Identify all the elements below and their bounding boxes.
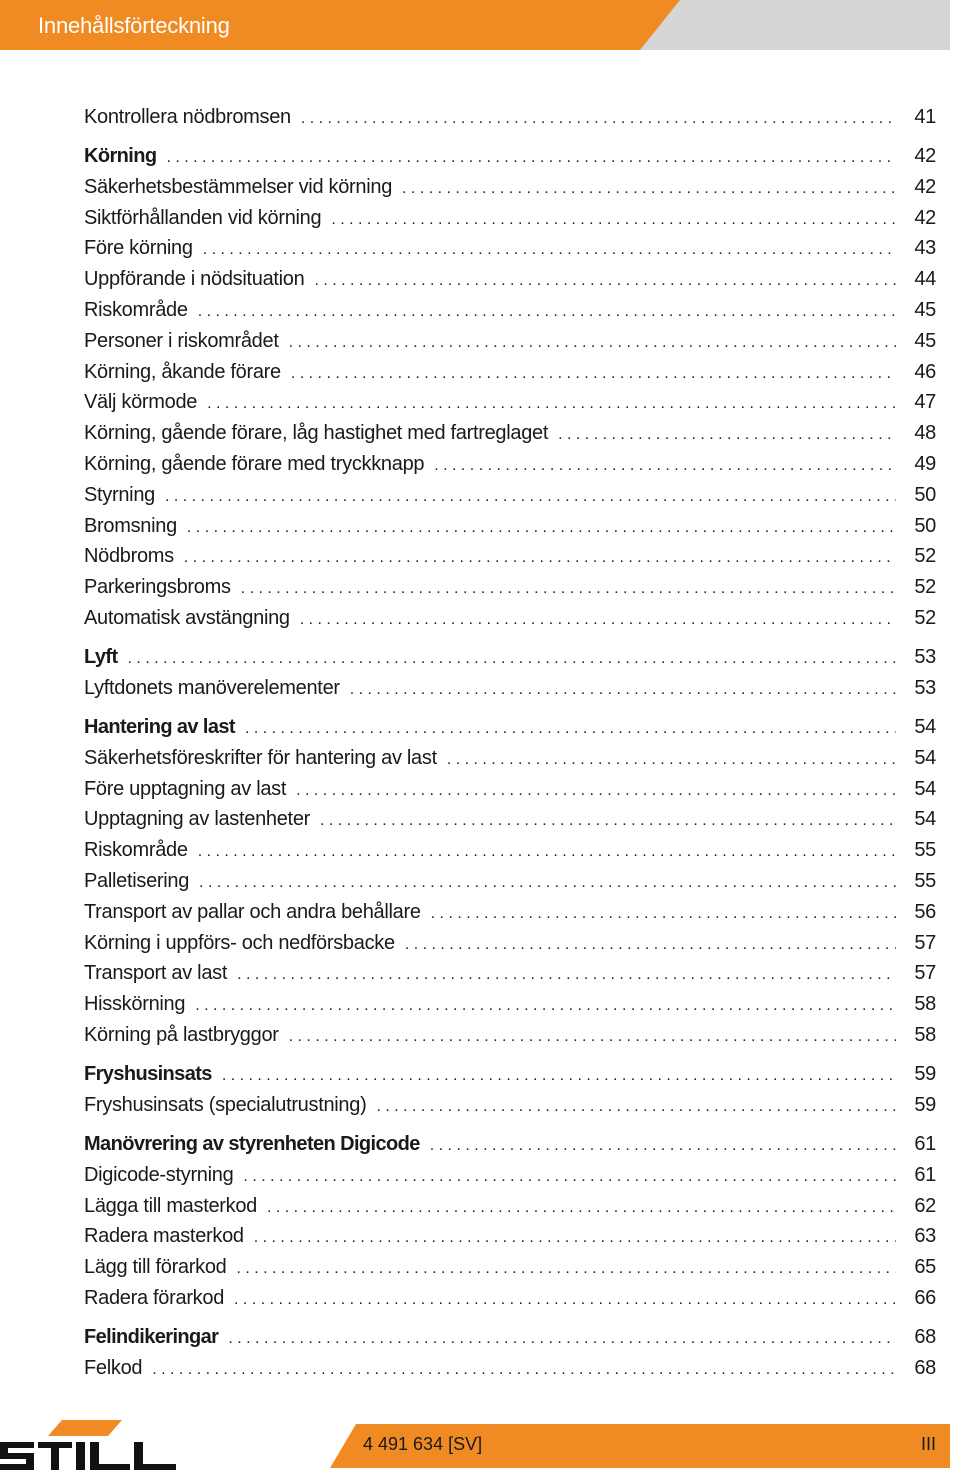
toc-entry-page: 63 <box>914 1225 936 1248</box>
toc-entry-title: Säkerhetsbestämmelser vid körning <box>84 175 393 198</box>
toc-entry-title: Automatisk avstängning <box>84 607 290 630</box>
dot-leader <box>203 235 896 266</box>
toc-entry[interactable] <box>84 897 936 928</box>
dot-leader <box>267 1193 896 1224</box>
dot-leader <box>300 605 896 636</box>
toc-entry-page: 52 <box>914 607 936 630</box>
dot-leader <box>320 806 896 837</box>
toc-entry-title: Säkerhetsföreskrifter för hantering av last <box>84 746 437 769</box>
toc-entry-page: 54 <box>914 716 936 739</box>
toc-entry[interactable] <box>84 1020 936 1051</box>
document-number: 4 491 634 [SV] <box>363 1434 483 1454</box>
toc-entry[interactable] <box>84 1353 936 1384</box>
toc-entry-title: Hantering av last <box>84 716 235 739</box>
toc-entry[interactable] <box>84 203 936 234</box>
toc-entry-page: 55 <box>914 839 936 862</box>
toc-entry-page: 42 <box>914 145 936 168</box>
toc-entry[interactable] <box>84 804 936 835</box>
toc-entry[interactable] <box>84 511 936 542</box>
logo-orange-stripe <box>48 1420 122 1436</box>
toc-entry-page: 54 <box>914 746 936 769</box>
toc-entry[interactable] <box>84 1160 936 1191</box>
toc-entry-title: Fryshusinsats <box>84 1063 212 1086</box>
dot-leader <box>254 1223 896 1254</box>
dot-leader <box>350 675 896 706</box>
toc-entry[interactable] <box>84 480 936 511</box>
toc-entry[interactable] <box>84 1221 936 1252</box>
dot-leader <box>195 991 896 1022</box>
toc-entry-page: 53 <box>914 646 936 669</box>
toc-entry-page: 62 <box>914 1194 936 1217</box>
dot-leader <box>234 1285 896 1316</box>
page-title: Innehållsförteckning <box>38 13 230 38</box>
toc-entry[interactable] <box>84 835 936 866</box>
toc-entry[interactable] <box>84 743 936 774</box>
toc-entry-page: 55 <box>914 870 936 893</box>
toc-entry-page: 41 <box>914 106 936 128</box>
dot-leader <box>291 359 896 390</box>
toc-entry-title: Lägg till förarkod <box>84 1256 227 1279</box>
toc-entry[interactable] <box>84 572 936 603</box>
dot-leader <box>152 1355 896 1386</box>
toc-entry[interactable] <box>84 387 936 418</box>
toc-entry-title: Körning <box>84 145 157 168</box>
toc-entry[interactable] <box>84 866 936 897</box>
dot-leader <box>184 543 896 574</box>
dot-leader <box>199 868 896 899</box>
toc-entry-page: 48 <box>914 422 936 445</box>
toc-entry[interactable] <box>84 928 936 959</box>
dot-leader <box>301 104 896 135</box>
toc-entry[interactable] <box>84 603 936 634</box>
dot-leader <box>228 1324 896 1355</box>
toc-entry-page: 65 <box>914 1256 936 1279</box>
toc-entry[interactable] <box>84 673 936 704</box>
toc-entry-title: Nödbroms <box>84 545 174 568</box>
toc-entry-page: 44 <box>914 268 936 291</box>
toc-entry[interactable] <box>84 1283 936 1314</box>
toc-entry-page: 68 <box>914 1356 936 1379</box>
toc-entry-page: 66 <box>914 1286 936 1309</box>
toc-entry-title: Körning på lastbryggor <box>84 1024 279 1046</box>
toc-section-entry[interactable] <box>84 712 936 743</box>
still-logo <box>0 1418 180 1474</box>
toc-entry-page: 50 <box>914 483 936 506</box>
toc-entry[interactable] <box>84 357 936 388</box>
toc-entry-title: Manövrering av styrenheten Digicode <box>84 1132 420 1155</box>
dot-leader <box>402 174 896 205</box>
dot-leader <box>198 837 896 868</box>
toc-entry-title: Felkod <box>84 1356 143 1379</box>
toc-entry-page: 52 <box>914 545 936 568</box>
toc-entry[interactable] <box>84 541 936 572</box>
toc-section-entry[interactable] <box>84 141 936 172</box>
toc-entry-page: 58 <box>914 1024 936 1046</box>
dot-leader <box>245 714 896 745</box>
toc-entry-title: Personer i riskområdet <box>84 329 279 352</box>
toc-entry[interactable] <box>84 989 936 1020</box>
dot-leader <box>198 297 896 328</box>
dot-leader <box>165 482 896 513</box>
toc-entry-page: 42 <box>914 206 936 229</box>
toc-entry-title: Körning i uppförs- och nedförsbacke <box>84 931 395 954</box>
dot-leader <box>222 1061 896 1092</box>
toc-entry-title: Siktförhållanden vid körning <box>84 206 322 229</box>
dot-leader <box>241 574 896 605</box>
toc-entry[interactable] <box>84 172 936 203</box>
dot-leader <box>166 143 896 174</box>
toc-entry-title: Hisskörning <box>84 993 186 1016</box>
dot-leader <box>434 451 896 482</box>
toc-entry[interactable] <box>84 326 936 357</box>
toc-entry[interactable] <box>84 102 936 133</box>
toc-entry[interactable] <box>84 1252 936 1283</box>
toc-entry-page: 68 <box>914 1326 936 1349</box>
toc-entry-title: Parkeringsbroms <box>84 576 231 599</box>
toc-entry-page: 54 <box>914 777 936 800</box>
dot-leader <box>296 776 896 807</box>
toc-entry-page: 45 <box>914 299 936 322</box>
toc-entry-title: Fryshusinsats (specialutrustning) <box>84 1093 367 1116</box>
dot-leader <box>236 1254 896 1285</box>
toc-entry-title: Kontrollera nödbromsen <box>84 106 291 128</box>
toc-entry[interactable] <box>84 1191 936 1222</box>
toc-entry-title: Körning, åkande förare <box>84 360 281 383</box>
toc-entry-title: Uppförande i nödsituation <box>84 268 305 291</box>
dot-leader <box>207 389 896 420</box>
toc-entry-title: Bromsning <box>84 514 177 537</box>
dot-leader <box>237 960 896 991</box>
toc-entry-title: Riskområde <box>84 299 188 322</box>
toc-entry-title: Före upptagning av last <box>84 777 287 800</box>
dot-leader <box>430 1131 896 1162</box>
toc-entry[interactable] <box>84 264 936 295</box>
toc-entry-title: Upptagning av lastenheter <box>84 808 310 831</box>
toc-entry-page: 57 <box>914 931 936 954</box>
toc-section-entry[interactable] <box>84 1129 936 1160</box>
toc-entry-page: 45 <box>914 329 936 352</box>
toc-entry-title: Lyftdonets manöverelementer <box>84 676 340 699</box>
toc-entry-title: Transport av pallar och andra behållare <box>84 900 421 923</box>
header-grey-band <box>640 0 950 50</box>
toc-entry[interactable] <box>84 1090 936 1121</box>
toc-entry-page: 59 <box>914 1063 936 1086</box>
dot-leader <box>376 1092 896 1123</box>
dot-leader <box>289 328 896 359</box>
toc-entry-page: 57 <box>914 962 936 985</box>
toc-entry-title: Före körning <box>84 237 193 260</box>
toc-entry-page: 56 <box>914 900 936 923</box>
dot-leader <box>558 420 896 451</box>
toc-entry-page: 61 <box>914 1163 936 1186</box>
toc-entry-title: Körning, gående förare med tryckknapp <box>84 453 425 476</box>
page-number: III <box>920 1434 936 1454</box>
table-of-contents <box>84 102 936 1384</box>
toc-entry-title: Styrning <box>84 483 155 506</box>
toc-entry[interactable] <box>84 233 936 264</box>
dot-leader <box>314 266 896 297</box>
toc-entry-page: 53 <box>914 676 936 699</box>
toc-section-entry[interactable] <box>84 1322 936 1353</box>
toc-entry-title: Körning, gående förare, låg hastighet med fartreglaget <box>84 422 549 445</box>
toc-entry-title: Lyft <box>84 646 118 669</box>
toc-entry-page: 49 <box>914 453 936 476</box>
page-header <box>0 0 950 50</box>
dot-leader <box>331 205 896 236</box>
toc-entry-page: 52 <box>914 576 936 599</box>
toc-entry[interactable] <box>84 774 936 805</box>
toc-entry-page: 47 <box>914 391 936 414</box>
toc-entry-title: Lägga till masterkod <box>84 1194 257 1217</box>
toc-entry-title: Felindikeringar <box>84 1326 219 1349</box>
dot-leader <box>243 1162 896 1193</box>
toc-entry-title: Radera masterkod <box>84 1225 244 1248</box>
toc-entry[interactable] <box>84 418 936 449</box>
toc-entry-page: 59 <box>914 1093 936 1116</box>
toc-entry-title: Transport av last <box>84 962 228 985</box>
toc-entry-page: 43 <box>914 237 936 260</box>
dot-leader <box>431 899 896 930</box>
dot-leader <box>289 1022 896 1053</box>
toc-entry-page: 50 <box>914 514 936 537</box>
dot-leader <box>187 513 896 544</box>
toc-section-entry[interactable] <box>84 642 936 673</box>
toc-entry[interactable] <box>84 295 936 326</box>
toc-entry-page: 46 <box>914 360 936 383</box>
toc-entry[interactable] <box>84 958 936 989</box>
toc-entry-title: Riskområde <box>84 839 188 862</box>
dot-leader <box>447 745 896 776</box>
toc-entry-page: 42 <box>914 175 936 198</box>
toc-entry-title: Digicode-styrning <box>84 1163 234 1186</box>
toc-entry-page: 58 <box>914 993 936 1016</box>
dot-leader <box>128 644 896 675</box>
toc-section-entry[interactable] <box>84 1059 936 1090</box>
toc-entry-page: 54 <box>914 808 936 831</box>
toc-entry-title: Välj körmode <box>84 391 198 414</box>
dot-leader <box>405 930 896 961</box>
toc-entry-title: Radera förarkod <box>84 1286 225 1309</box>
toc-entry-page: 61 <box>914 1132 936 1155</box>
toc-entry[interactable] <box>84 449 936 480</box>
toc-entry-title: Palletisering <box>84 870 190 893</box>
